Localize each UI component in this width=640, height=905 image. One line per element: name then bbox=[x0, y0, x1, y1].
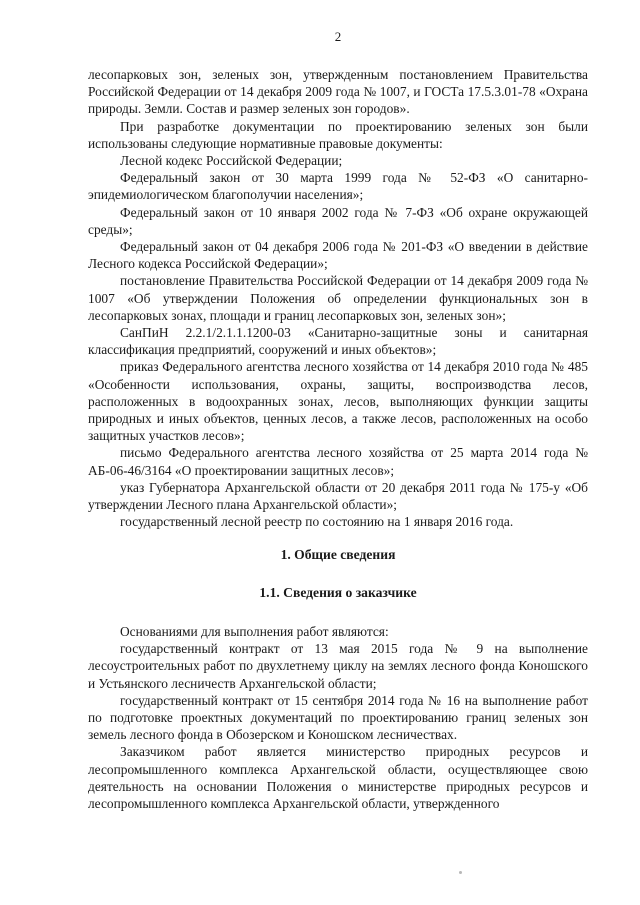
paragraph: лесопарковых зон, зеленых зон, утвержденным постановлением Правительства Российской Федерации от 14 декабря 2009 года № 1007, и ГОСТа 17.5.3.01-78 «Охрана природы. Земли. Состав и размер зеленых зон городов». bbox=[88, 67, 588, 117]
subsection-heading: 1.1. Сведения о заказчике bbox=[259, 584, 417, 600]
spacer bbox=[88, 564, 588, 584]
paragraph: Федеральный закон от 04 декабря 2006 года № 201-ФЗ «О введении в действие Лесного кодекса Российской Федерации»; bbox=[88, 239, 588, 272]
paragraph: государственный контракт от 13 мая 2015 года № 9 на выполнение лесоустроительных работ по двухлетнему циклу на землях лесного фонда Коношского и Устьянского лесничеств Архангельской области; bbox=[88, 641, 588, 691]
paragraph: Лесной кодекс Российской Федерации; bbox=[120, 153, 343, 169]
paragraph: государственный контракт от 15 сентября 2014 года № 16 на выполнение работ по подготовке проектных документаций по проектированию границ зеленых зон земель лесного фонда в Обозерском и Коношском лесничествах. bbox=[88, 692, 588, 743]
spacer bbox=[88, 601, 588, 623]
paragraph: Заказчиком работ является министерство природных ресурсов и лесопромышленного комплекса Архангельской области, осуществляющее свою деятельность на основании Положения о министерстве природных ресурсов и лесопромышленного комплекса Архангельской области, утвержденного bbox=[88, 744, 588, 811]
section-heading: 1. Общие сведения bbox=[280, 547, 396, 563]
page-number: 2 bbox=[334, 29, 342, 44]
paragraph: При разработке документации по проектированию зеленых зон были использованы следующие нормативные правовые документы: bbox=[88, 118, 588, 151]
spacer bbox=[88, 530, 588, 546]
document-page bbox=[88, 28, 588, 812]
paragraph: приказ Федерального агентства лесного хозяйства от 14 декабря 2010 года № 485 «Особенности использования, охраны, защиты, воспроизводства лесов, расположенных в водоохранных зонах, лесов, выполняющих функции защиты природных и иных объектов, ценных лесов, а также лесов, расположенных на особо защитных участков лесов»; bbox=[88, 359, 588, 444]
paragraph: СанПиН 2.2.1/2.1.1.1200-03 «Санитарно-защитные зоны и санитарная классификация предприятий, сооружений и иных объектов»; bbox=[88, 325, 588, 358]
scan-speck bbox=[459, 871, 462, 874]
paragraph: Основаниями для выполнения работ являются: bbox=[120, 623, 389, 639]
paragraph: указ Губернатора Архангельской области от 20 декабря 2011 года № 175-у «Об утверждении Лесного плана Архангельской области»; bbox=[88, 479, 588, 513]
paragraph: Федеральный закон от 30 марта 1999 года № 52-ФЗ «О санитарно-эпидемиологическом благополучии населения»; bbox=[88, 170, 588, 203]
paragraph: постановление Правительства Российской Федерации от 14 декабря 2009 года № 1007 «Об утверждении Положения об определении функциональных зон в лесопарковых зонах, площади и границ лесопарковых зон, зеленых зон»; bbox=[88, 273, 588, 323]
paragraph: Федеральный закон от 10 января 2002 года № 7-ФЗ «Об охране окружающей среды»; bbox=[88, 204, 588, 237]
paragraph: письмо Федерального агентства лесного хозяйства от 25 марта 2014 года № АБ-06-46/3164 «О проектировании защитных лесов»; bbox=[88, 445, 588, 478]
paragraph: государственный лесной реестр по состоянию на 1 января 2016 года. bbox=[120, 514, 514, 530]
